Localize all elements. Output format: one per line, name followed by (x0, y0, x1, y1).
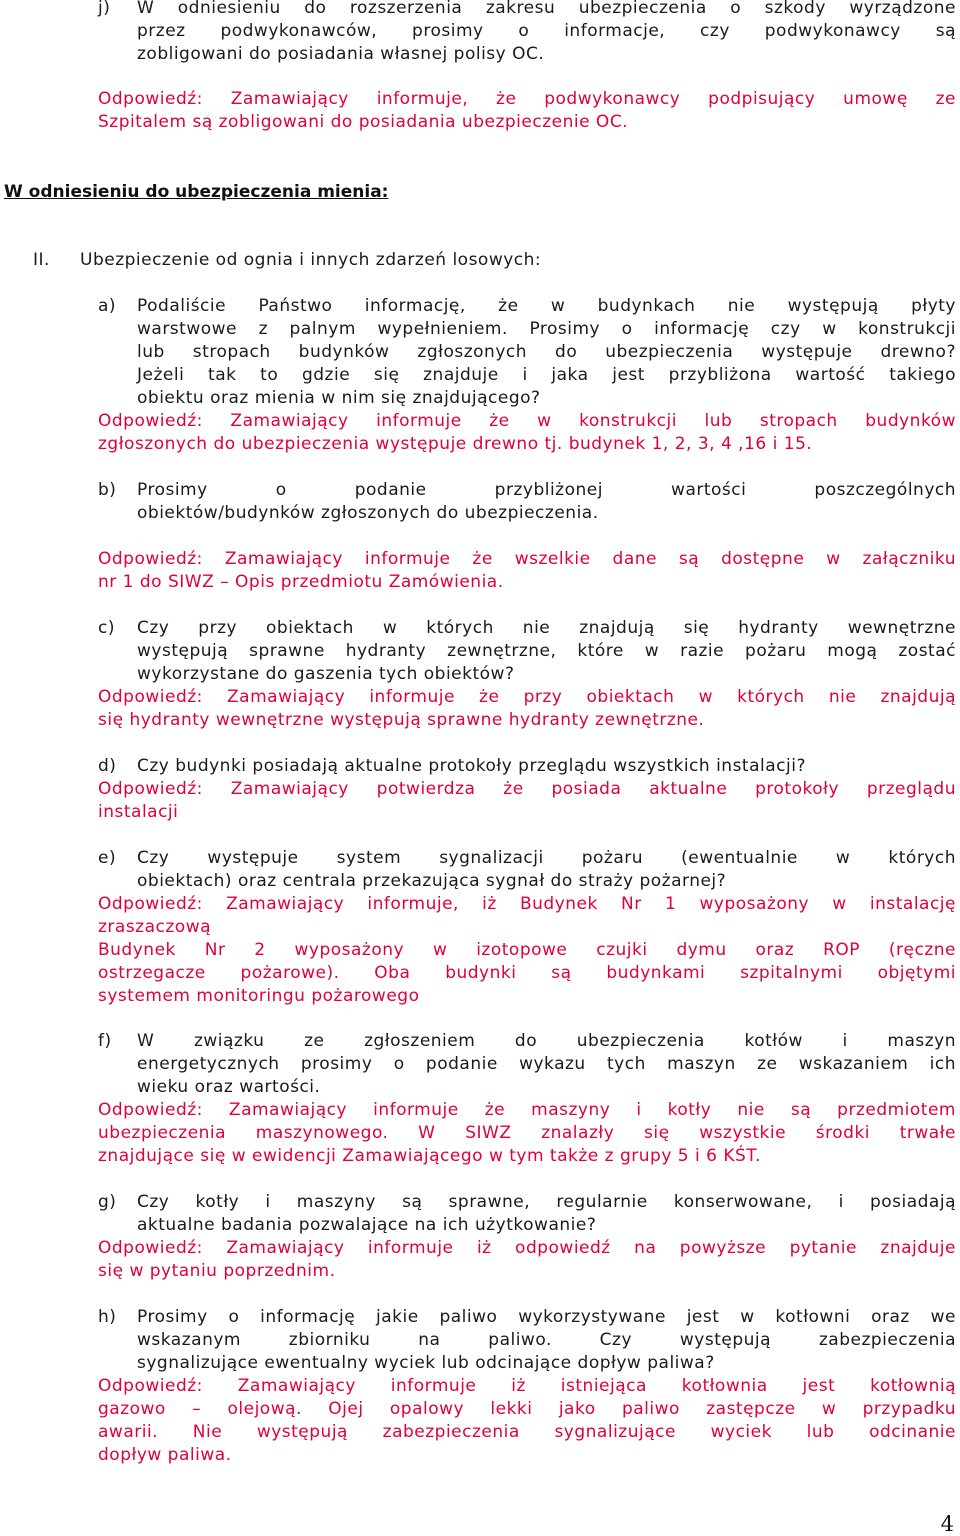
question-text (137, 755, 956, 778)
item-letter: d) (98, 756, 117, 776)
text-line: wskazanym zbiorniku na paliwo. Czy występują zabezpieczenia (137, 1330, 956, 1350)
text-line: Czy występuje system sygnalizacji pożaru (ewentualnie w których (137, 848, 956, 868)
text-line: zobligowani do posiadania własnej polisy OC. (137, 44, 545, 64)
text-line: Czy przy obiektach w których nie znajdują się hydranty wewnętrzne (137, 618, 956, 638)
text-line: Odpowiedź: Zamawiający informuje że przy obiektach w których nie znajdują (98, 687, 956, 707)
text-line: aktualne badania pozwalające na ich użytkowanie? (137, 1215, 597, 1235)
text-line: wieku oraz wartości. (137, 1077, 321, 1097)
text-line: Prosimy o podanie przybliżonej wartości poszczególnych (137, 480, 956, 500)
text-line: Odpowiedź: Zamawiający informuje że maszyny i kotły nie są przedmiotem (98, 1100, 956, 1120)
text-line: gazowo – olejową. Ojej opalowy lekki jako paliwo zastępcze w przypadku (98, 1399, 956, 1419)
text-line: Podaliście Państwo informację, że w budynkach nie występują płyty (137, 296, 956, 316)
text-line: Szpitalem są zobligowani do posiadania ubezpieczenie OC. (98, 112, 629, 132)
text-line: W odniesieniu do rozszerzenia zakresu ubezpieczenia o szkody wyrządzone (137, 0, 956, 18)
answer-text (98, 548, 956, 594)
text-line: sygnalizujące ewentualny wyciek lub odcinające dopływ paliwa? (137, 1353, 715, 1373)
text-line: znajdujące się w ewidencji Zamawiającego w tym także z grupy 5 i 6 KŚT. (98, 1146, 762, 1166)
question-text (137, 1030, 956, 1099)
question-text (137, 1191, 956, 1237)
text-line: Odpowiedź: Zamawiający informuje że w konstrukcji lub stropach budynków (98, 411, 956, 431)
answer-text (98, 893, 956, 1008)
text-line: obiektów/budynków zgłoszonych do ubezpieczenia. (137, 503, 599, 523)
item-letter: h) (98, 1307, 117, 1327)
item-letter: e) (98, 848, 117, 868)
section-number: II. (33, 250, 50, 270)
text-line: awarii. Nie występują zabezpieczenia sygnalizujące wyciek lub odcinanie (98, 1422, 956, 1442)
text-line: Odpowiedź: Zamawiający informuje iż istniejąca kotłownia jest kotłownią (98, 1376, 956, 1396)
text-line: Budynek Nr 2 wyposażony w izotopowe czujki dymu oraz ROP (ręczne (98, 940, 956, 960)
text-line: Jeżeli tak to gdzie się znajduje i jaka jest przybliżona wartość takiego (137, 365, 956, 385)
answer-text (98, 1375, 956, 1467)
answer-text (98, 1237, 956, 1283)
item-letter: f) (98, 1031, 112, 1051)
text-line: W związku ze zgłoszeniem do ubezpieczenia kotłów i maszyn (137, 1031, 956, 1051)
text-line: warstwowe z palnym wypełnieniem. Prosimy o informację czy w konstrukcji (137, 319, 956, 339)
answer-text (98, 88, 956, 134)
text-line: Prosimy o informację jakie paliwo wykorzystywane jest w kotłowni oraz we (137, 1307, 956, 1327)
text-line: Odpowiedź: Zamawiający potwierdza że posiada aktualne protokoły przeglądu (98, 779, 956, 799)
question-text (137, 295, 956, 410)
text-line: zraszaczową (98, 917, 212, 937)
text-line: Odpowiedź: Zamawiający informuje, że podwykonawcy podpisujący umowę ze (98, 89, 956, 109)
text-line: wykorzystane do gaszenia tych obiektów? (137, 664, 515, 684)
question-text (137, 0, 956, 66)
text-line: instalacji (98, 802, 179, 822)
text-line: występują sprawne hydranty zewnętrzne, które w razie pożaru mogą zostać (137, 641, 956, 661)
text-line: systemem monitoringu pożarowego (98, 986, 420, 1006)
question-text (137, 479, 956, 525)
text-line: przez podwykonawców, prosimy o informacje, czy podwykonawcy są (137, 21, 956, 41)
section-title: Ubezpieczenie od ognia i innych zdarzeń losowych: (80, 250, 542, 270)
text-line: Odpowiedź: Zamawiający informuje iż odpowiedź na powyższe pytanie znajduje (98, 1238, 956, 1258)
item-letter: a) (98, 296, 117, 316)
page-number: 4 (940, 1512, 954, 1536)
item-letter: c) (98, 618, 115, 638)
answer-text (98, 778, 956, 824)
text-line: dopływ paliwa. (98, 1445, 232, 1465)
text-line: obiektu oraz mienia w nim się znajdującego? (137, 388, 541, 408)
question-text (137, 617, 956, 686)
text-line: obiektach) oraz centrala przekazująca sygnał do straży pożarnej? (137, 871, 727, 891)
question-text (137, 1306, 956, 1375)
text-line: Czy budynki posiadają aktualne protokoły przeglądu wszystkich instalacji? (137, 756, 806, 776)
item-letter: g) (98, 1192, 117, 1212)
text-line: ostrzegacze pożarowe). Oba budynki są budynkami szpitalnymi objętymi (98, 963, 956, 983)
section-heading: W odniesieniu do ubezpieczenia mienia: (4, 182, 389, 202)
text-line: energetycznych prosimy o podanie wykazu tych maszyn ze wskazaniem ich (137, 1054, 956, 1074)
text-line: się w pytaniu poprzednim. (98, 1261, 336, 1281)
text-line: Odpowiedź: Zamawiający informuje że wszelkie dane są dostępne w załączniku (98, 549, 956, 569)
text-line: zgłoszonych do ubezpieczenia występuje drewno tj. budynek 1, 2, 3, 4 ,16 i 15. (98, 434, 813, 454)
text-line: Odpowiedź: Zamawiający informuje, iż Budynek Nr 1 wyposażony w instalację (98, 894, 956, 914)
item-letter: b) (98, 480, 117, 500)
answer-text (98, 1099, 956, 1168)
question-text (137, 847, 956, 893)
answer-text (98, 410, 956, 456)
text-line: ubezpieczenia maszynowego. W SIWZ znalazły się wszystkie środki trwałe (98, 1123, 956, 1143)
answer-text (98, 686, 956, 732)
text-line: się hydranty wewnętrzne występują sprawne hydranty zewnętrzne. (98, 710, 705, 730)
text-line: nr 1 do SIWZ – Opis przedmiotu Zamówienia. (98, 572, 504, 592)
item-letter: j) (98, 0, 111, 18)
text-line: Czy kotły i maszyny są sprawne, regularnie konserwowane, i posiadają (137, 1192, 956, 1212)
text-line: lub stropach budynków zgłoszonych do ubezpieczenia występuje drewno? (137, 342, 956, 362)
